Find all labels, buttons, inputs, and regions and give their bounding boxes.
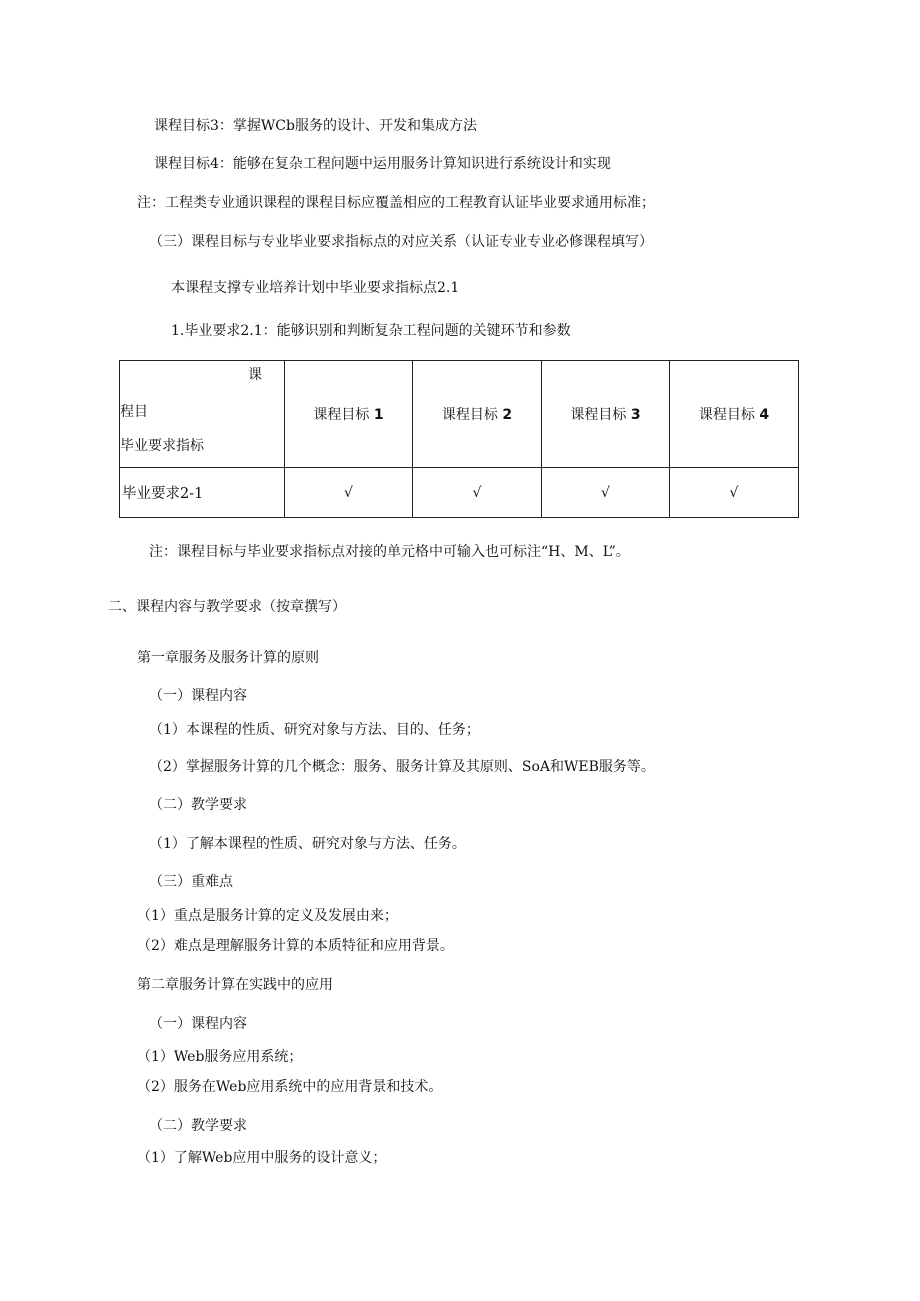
goal-label: 课程目标: [570, 407, 627, 423]
table-corner-cell: [120, 361, 285, 468]
ch1-key-item-1: （1）重点是服务计算的定义及发展由来；: [137, 908, 398, 924]
objective-requirement-table: [119, 360, 799, 518]
goal-label: 课程目标: [313, 407, 370, 423]
ch1-content-item-2: （2）掌握服务计算的几个概念：服务、服务计算及其原则、SoA和WEB服务等。: [149, 759, 655, 775]
ch1-teaching-item-1: （1）了解本课程的性质、研究对象与方法、任务。: [149, 836, 466, 852]
ch1-key-item-2: （2）难点是理解服务计算的本质特征和应用背景。: [137, 938, 454, 954]
ch2-content-item-2: （2）服务在Web应用系统中的应用背景和技术。: [137, 1079, 443, 1095]
ch1-content-item-1: （1）本课程的性质、研究对象与方法、目的、任务；: [149, 722, 480, 738]
check-mark: √: [413, 468, 542, 518]
check-mark: √: [542, 468, 670, 518]
check-mark: √: [670, 468, 799, 518]
goal-number: 1: [373, 407, 384, 423]
corner-label-bottom: 毕业要求指标: [120, 438, 204, 454]
goal-number: 2: [502, 407, 513, 423]
ch1-content-heading: （一）课程内容: [149, 688, 247, 704]
header-objective-3: [542, 361, 670, 468]
goal-label: 课程目标: [441, 407, 498, 423]
goal-number: 3: [630, 407, 641, 423]
chapter-2-title: 第二章服务计算在实践中的应用: [137, 977, 333, 993]
ch2-teaching-item-1: （1）了解Web应用中服务的设计意义；: [137, 1150, 387, 1166]
support-statement: 本课程支撑专业培养计划中毕业要求指标点2.1: [171, 280, 460, 296]
objective-4: 课程目标4：能够在复杂工程问题中运用服务计算知识进行系统设计和实现: [154, 156, 611, 172]
corner-label-top: 课: [248, 367, 262, 383]
check-mark: √: [285, 468, 413, 518]
row-label-requirement-2-1: 毕业要求2-1: [120, 468, 285, 518]
ch1-teaching-heading: （二）教学要求: [149, 797, 247, 813]
goal-number: 4: [759, 407, 770, 423]
graduation-requirement-2-1: 1.毕业要求2.1：能够识别和判断复杂工程问题的关键环节和参数: [171, 323, 571, 339]
objective-3: 课程目标3：掌握WCb服务的设计、开发和集成方法: [154, 118, 477, 134]
note-hml: 注：课程目标与毕业要求指标点对接的单元格中可输入也可标注“H、M、L”。: [149, 544, 630, 560]
goal-label: 课程目标: [698, 407, 755, 423]
ch2-content-item-1: （1）Web服务应用系统；: [137, 1049, 303, 1065]
chapter-1-title: 第一章服务及服务计算的原则: [137, 650, 319, 666]
header-objective-2: [413, 361, 542, 468]
header-objective-4: [670, 361, 799, 468]
corner-label-mid: 程目: [120, 404, 148, 420]
ch1-key-heading: （三）重难点: [149, 874, 233, 890]
note-general-standard: 注：工程类专业通识课程的课程目标应覆盖相应的工程教育认证毕业要求通用标准；: [137, 195, 655, 211]
header-objective-1: [285, 361, 413, 468]
ch2-content-heading: （一）课程内容: [149, 1016, 247, 1032]
section-3-heading: （三）课程目标与专业毕业要求指标点的对应关系（认证专业专业必修课程填写）: [149, 234, 653, 250]
part-2-heading: 二、课程内容与教学要求（按章撰写）: [108, 599, 346, 615]
ch2-teaching-heading: （二）教学要求: [149, 1118, 247, 1134]
table-row: [120, 468, 799, 518]
table-header-row: [120, 361, 799, 468]
